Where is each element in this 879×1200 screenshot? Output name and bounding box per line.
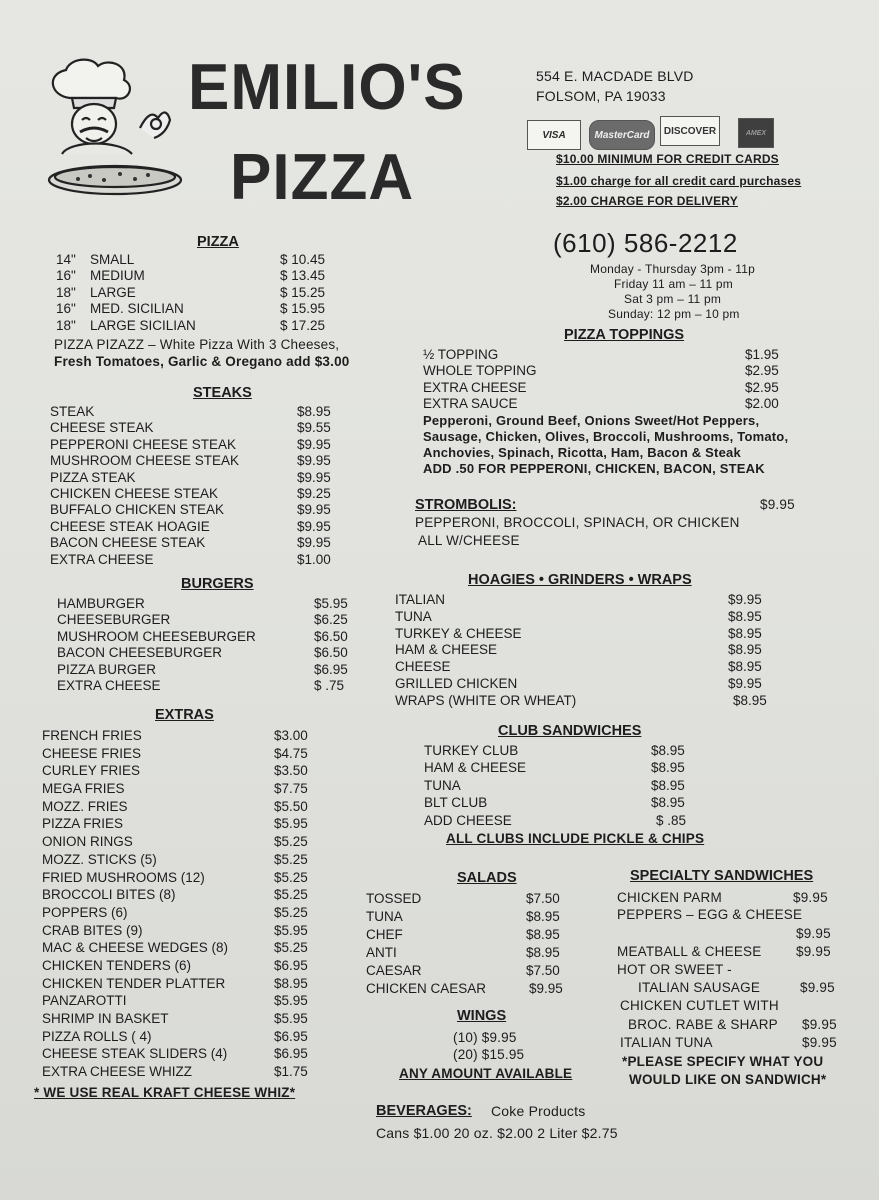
pizza-size: 16" xyxy=(56,268,76,284)
wings-section-title: WINGS xyxy=(457,1008,507,1024)
hoagie-name: ITALIAN xyxy=(395,592,446,607)
extra-name: MEGA FRIES xyxy=(42,781,125,797)
steak-name: CHICKEN CHEESE STEAK xyxy=(50,485,219,501)
clubs-list xyxy=(424,743,704,830)
extra-name: CHICKEN TENDER PLATTER xyxy=(42,975,226,991)
hours-line-4: Sunday: 12 pm – 10 pm xyxy=(608,307,740,321)
topping-name: EXTRA CHEESE xyxy=(423,379,527,395)
pizza-name: SMALL xyxy=(90,252,135,267)
pizza-price: $ 15.25 xyxy=(280,284,326,300)
specialty-chicken-parm-price: $9.95 xyxy=(793,890,828,905)
extra-item xyxy=(42,940,342,958)
extra-price: $3.50 xyxy=(274,763,308,779)
specialty-section-title: SPECIALTY SANDWICHES xyxy=(630,868,814,884)
extra-price: $6.95 xyxy=(274,957,308,973)
topping-price: $1.95 xyxy=(745,347,779,362)
salad-item xyxy=(366,963,576,981)
pizza-size: 18" xyxy=(56,284,76,300)
salad-price: $8.95 xyxy=(526,909,560,924)
pizza-item xyxy=(56,301,336,317)
club-name: TURKEY CLUB xyxy=(424,743,519,758)
topping-price: $2.95 xyxy=(745,379,779,395)
club-name: BLT CLUB xyxy=(424,795,488,811)
hours-line-1: Monday - Thursday 3pm - 11p xyxy=(590,262,756,276)
specialty-italian-tuna-price: $9.95 xyxy=(802,1035,837,1050)
extra-name: MOZZ. STICKS (5) xyxy=(42,851,157,867)
pizza-name: LARGE SICILIAN xyxy=(90,317,196,333)
hours-line-3: Sat 3 pm – 11 pm xyxy=(624,292,722,306)
specialty-italian-sausage: ITALIAN SAUSAGE xyxy=(638,980,761,995)
phone-number: (610) 586-2212 xyxy=(553,228,738,258)
specialty-meatball-price: $9.95 xyxy=(796,944,831,959)
burger-item xyxy=(57,645,367,661)
steak-name: CHEESE STEAK HOAGIE xyxy=(50,518,210,534)
steak-price: $1.00 xyxy=(297,551,331,567)
burger-name: MUSHROOM CHEESEBURGER xyxy=(57,628,256,644)
extra-price: $4.75 xyxy=(274,745,308,761)
burger-name: CHEESEBURGER xyxy=(57,612,171,628)
extra-item xyxy=(42,852,342,870)
extra-item xyxy=(42,1029,342,1047)
extra-price: $5.25 xyxy=(274,940,308,956)
beverages-prices: Cans $1.00 20 oz. $2.00 2 Liter $2.75 xyxy=(376,1125,618,1141)
beverages-subtitle: Coke Products xyxy=(491,1103,586,1119)
topping-price: $2.95 xyxy=(745,363,779,379)
burger-name: EXTRA CHEESE xyxy=(57,677,161,693)
salad-item xyxy=(366,927,576,945)
hoagies-section-title: HOAGIES • GRINDERS • WRAPS xyxy=(468,572,692,588)
credit-minimum-note: $10.00 MINIMUM FOR CREDIT CARDS xyxy=(556,152,779,166)
steak-price: $9.95 xyxy=(297,469,331,485)
extra-price: $5.25 xyxy=(274,869,308,885)
steak-item xyxy=(50,470,370,486)
extra-item xyxy=(42,746,342,764)
steaks-section-title: STEAKS xyxy=(193,385,252,401)
steak-price: $9.95 xyxy=(297,502,331,518)
extra-price: $1.75 xyxy=(274,1064,308,1080)
burger-price: $6.50 xyxy=(314,645,348,661)
toppings-list xyxy=(423,347,793,413)
extra-name: CHEESE STEAK SLIDERS (4) xyxy=(42,1046,228,1062)
hoagies-list xyxy=(395,592,775,710)
steak-name: EXTRA CHEESE xyxy=(50,551,154,567)
extra-price: $5.95 xyxy=(274,816,308,832)
extra-name: MAC & CHEESE WEDGES (8) xyxy=(42,940,229,956)
specialty-chicken-parm: CHICKEN PARM xyxy=(617,890,722,905)
steak-name: MUSHROOM CHEESE STEAK xyxy=(50,453,240,469)
burger-item xyxy=(57,678,367,694)
address-line2: FOLSOM, PA 19033 xyxy=(536,88,666,104)
hoagie-name: TURKEY & CHEESE xyxy=(395,625,522,641)
pizza-size: 18" xyxy=(56,317,76,333)
extra-name: PIZZA ROLLS ( 4) xyxy=(42,1028,152,1044)
salad-name: TUNA xyxy=(366,909,403,924)
steak-price: $9.55 xyxy=(297,420,331,436)
club-item xyxy=(424,813,704,830)
club-item xyxy=(424,795,704,812)
extra-name: MOZZ. FRIES xyxy=(42,798,128,814)
burger-price: $6.50 xyxy=(314,628,348,644)
steak-price: $9.95 xyxy=(297,453,331,469)
club-item xyxy=(424,743,704,760)
club-name: TUNA xyxy=(424,777,461,793)
steak-item xyxy=(50,486,370,502)
steak-name: STEAK xyxy=(50,404,95,419)
extra-name: FRENCH FRIES xyxy=(42,728,142,743)
topping-name: ½ TOPPING xyxy=(423,347,499,362)
pizza-name: MED. SICILIAN xyxy=(90,301,184,317)
club-price: $ .85 xyxy=(656,812,687,828)
club-item xyxy=(424,778,704,795)
extra-name: POPPERS (6) xyxy=(42,904,128,920)
pizza-item xyxy=(56,318,336,334)
salad-name: ANTI xyxy=(366,945,397,960)
specialty-broc-rabe-price: $9.95 xyxy=(802,1017,837,1032)
burger-item xyxy=(57,612,367,628)
extra-name: PANZAROTTI xyxy=(42,993,127,1009)
steak-price: $8.95 xyxy=(297,404,331,419)
specialty-peppers-egg: PEPPERS – EGG & CHEESE xyxy=(617,907,803,922)
extra-price: $5.50 xyxy=(274,798,308,814)
extra-price: $8.95 xyxy=(274,975,308,991)
extra-name: ONION RINGS xyxy=(42,834,133,850)
topping-name: EXTRA SAUCE xyxy=(423,396,518,412)
specialty-italian-tuna: ITALIAN TUNA xyxy=(620,1035,713,1050)
extra-name: CHEESE FRIES xyxy=(42,745,142,761)
pizza-size: 16" xyxy=(56,301,76,317)
steak-item xyxy=(50,453,370,469)
steak-price: $9.25 xyxy=(297,485,331,501)
credit-charge-note: $1.00 charge for all credit card purchases xyxy=(556,174,802,188)
specialty-peppers-egg-price: $9.95 xyxy=(796,926,831,941)
pizza-item xyxy=(56,268,336,284)
club-name: ADD CHEESE xyxy=(424,812,512,828)
topping-item xyxy=(423,363,793,379)
extra-price: $7.75 xyxy=(274,781,308,797)
extra-price: $6.95 xyxy=(274,1028,308,1044)
chef-logo-icon xyxy=(40,58,190,198)
pizza-pizazz-line1: PIZZA PIZAZZ – White Pizza With 3 Cheeses, xyxy=(54,337,340,352)
specialty-note-line1: *PLEASE SPECIFY WHAT YOU xyxy=(622,1054,824,1069)
hoagie-name: HAM & CHEESE xyxy=(395,642,498,658)
specialty-note-line2: WOULD LIKE ON SANDWICH* xyxy=(629,1072,827,1087)
specialty-chicken-cutlet: CHICKEN CUTLET WITH xyxy=(620,998,779,1013)
salad-item xyxy=(366,981,576,999)
steak-name: PEPPERONI CHEESE STEAK xyxy=(50,436,237,452)
specialty-meatball: MEATBALL & CHEESE xyxy=(617,944,762,959)
extra-price: $5.95 xyxy=(274,993,308,1009)
burger-name: PIZZA BURGER xyxy=(57,661,157,677)
cheese-whiz-note: * WE USE REAL KRAFT CHEESE WHIZ* xyxy=(34,1085,296,1100)
toppings-list-line1: Pepperoni, Ground Beef, Onions Sweet/Hot Peppers, xyxy=(423,413,760,428)
hoagie-item xyxy=(395,609,775,626)
hoagie-name: GRILLED CHICKEN xyxy=(395,675,518,691)
burger-item xyxy=(57,629,367,645)
salads-list xyxy=(366,891,576,999)
burgers-list xyxy=(57,596,367,694)
topping-item xyxy=(423,347,793,363)
beverages-section-title: BEVERAGES: xyxy=(376,1103,472,1119)
extra-item xyxy=(42,728,342,746)
toppings-section-title: PIZZA TOPPINGS xyxy=(564,327,685,343)
topping-name: WHOLE TOPPING xyxy=(423,363,537,379)
visa-card-icon: VISA xyxy=(527,120,581,150)
strombolis-line2: ALL W/CHEESE xyxy=(418,533,520,548)
specialty-broc-rabe: BROC. RABE & SHARP xyxy=(628,1017,778,1032)
pizza-price: $ 15.95 xyxy=(280,301,326,317)
steak-name: BACON CHEESE STEAK xyxy=(50,535,206,551)
burger-price: $6.95 xyxy=(314,661,348,677)
address-line1: 554 E. MACDADE BLVD xyxy=(536,68,694,84)
hoagie-item xyxy=(395,693,775,710)
extra-price: $5.25 xyxy=(274,851,308,867)
pizza-item xyxy=(56,252,336,268)
extra-item xyxy=(42,976,342,994)
extra-item xyxy=(42,1011,342,1029)
club-name: HAM & CHEESE xyxy=(424,760,527,776)
extra-price: $5.95 xyxy=(274,922,308,938)
extras-section-title: EXTRAS xyxy=(155,707,214,723)
burger-price: $5.95 xyxy=(314,596,348,611)
specialty-hot-or-sweet: HOT OR SWEET - xyxy=(617,962,732,977)
salad-name: CAESAR xyxy=(366,963,422,978)
clubs-section-title: CLUB SANDWICHES xyxy=(498,723,642,739)
pizza-name: LARGE xyxy=(90,284,136,300)
extra-price: $3.00 xyxy=(274,728,308,743)
steak-name: PIZZA STEAK xyxy=(50,469,136,485)
salad-name: CHICKEN CAESAR xyxy=(366,981,487,996)
burger-price: $6.25 xyxy=(314,612,348,628)
extra-item xyxy=(42,887,342,905)
extra-name: CHICKEN TENDERS (6) xyxy=(42,957,192,973)
restaurant-name-line2: PIZZA xyxy=(230,141,415,214)
salad-item xyxy=(366,891,576,909)
burger-name: BACON CHEESEBURGER xyxy=(57,645,223,661)
salad-price: $7.50 xyxy=(526,963,560,978)
extras-list xyxy=(42,728,342,1082)
toppings-list-line2: Sausage, Chicken, Olives, Broccoli, Mushrooms, Tomato, xyxy=(423,429,789,444)
salad-name: CHEF xyxy=(366,927,403,942)
hoagie-name: TUNA xyxy=(395,608,432,624)
toppings-list-line3: Anchovies, Spinach, Ricotta, Ham, Bacon & Steak xyxy=(423,445,741,460)
pizza-section-title: PIZZA xyxy=(197,234,239,250)
extra-name: FRIED MUSHROOMS (12) xyxy=(42,869,205,885)
extra-item xyxy=(42,870,342,888)
salad-price: $7.50 xyxy=(526,891,560,906)
steak-item xyxy=(50,552,370,568)
burgers-section-title: BURGERS xyxy=(181,576,254,592)
delivery-charge-note: $2.00 CHARGE FOR DELIVERY xyxy=(556,194,738,208)
pizza-name: MEDIUM xyxy=(90,268,145,284)
steak-item xyxy=(50,502,370,518)
hoagie-item xyxy=(395,676,775,693)
pizza-item xyxy=(56,285,336,301)
amex-card-icon: AMEX xyxy=(738,118,774,148)
hoagie-price: $8.95 xyxy=(733,692,767,708)
topping-item xyxy=(423,396,793,412)
hoagie-name: WRAPS (WHITE OR WHEAT) xyxy=(395,692,577,708)
steak-item xyxy=(50,404,370,420)
hoagie-item xyxy=(395,642,775,659)
steaks-list xyxy=(50,404,370,568)
hoagie-price: $8.95 xyxy=(728,625,762,641)
clubs-note: ALL CLUBS INCLUDE PICKLE & CHIPS xyxy=(446,831,705,846)
salad-item xyxy=(366,909,576,927)
extra-name: CRAB BITES (9) xyxy=(42,922,143,938)
strombolis-price: $9.95 xyxy=(760,497,795,512)
extra-item xyxy=(42,993,342,1011)
hoagie-price: $9.95 xyxy=(728,675,762,691)
mastercard-card-icon: MasterCard xyxy=(589,120,655,150)
club-item xyxy=(424,760,704,777)
pizza-price: $ 17.25 xyxy=(280,317,326,333)
extra-name: EXTRA CHEESE WHIZZ xyxy=(42,1064,193,1080)
burger-price: $ .75 xyxy=(314,677,345,693)
hours-line-2: Friday 11 am – 11 pm xyxy=(614,277,733,291)
extra-item xyxy=(42,905,342,923)
burger-name: HAMBURGER xyxy=(57,596,145,611)
wings-line2: (20) $15.95 xyxy=(453,1047,525,1062)
hoagie-price: $9.95 xyxy=(728,592,762,607)
strombolis-line1: PEPPERONI, BROCCOLI, SPINACH, OR CHICKEN xyxy=(415,515,740,530)
pizza-price: $ 13.45 xyxy=(280,268,326,284)
salads-section-title: SALADS xyxy=(457,870,517,886)
hoagie-item xyxy=(395,626,775,643)
steak-item xyxy=(50,420,370,436)
extra-name: PIZZA FRIES xyxy=(42,816,124,832)
discover-card-icon: DISCOVER xyxy=(660,116,720,146)
hoagie-item xyxy=(395,659,775,676)
burger-item xyxy=(57,662,367,678)
extra-item xyxy=(42,834,342,852)
extra-item xyxy=(42,781,342,799)
toppings-add-note: ADD .50 FOR PEPPERONI, CHICKEN, BACON, STEAK xyxy=(423,461,765,476)
hoagie-price: $8.95 xyxy=(728,608,762,624)
steak-price: $9.95 xyxy=(297,518,331,534)
topping-price: $2.00 xyxy=(745,396,779,412)
steak-item xyxy=(50,437,370,453)
extra-name: CURLEY FRIES xyxy=(42,763,141,779)
extra-item xyxy=(42,816,342,834)
extra-price: $5.25 xyxy=(274,904,308,920)
extra-item xyxy=(42,1064,342,1082)
steak-name: BUFFALO CHICKEN STEAK xyxy=(50,502,225,518)
extra-name: SHRIMP IN BASKET xyxy=(42,1011,169,1026)
salad-name: TOSSED xyxy=(366,891,422,906)
extra-price: $5.25 xyxy=(274,834,308,850)
pizza-pizazz-line2: Fresh Tomatoes, Garlic & Oregano add $3.00 xyxy=(54,354,350,369)
hoagie-item xyxy=(395,592,775,609)
steak-price: $9.95 xyxy=(297,535,331,551)
pizza-list xyxy=(56,252,336,334)
strombolis-section-title: STROMBOLIS: xyxy=(415,497,517,513)
extra-item xyxy=(42,958,342,976)
topping-item xyxy=(423,380,793,396)
restaurant-name-line1: EMILIO'S xyxy=(188,51,466,124)
club-price: $8.95 xyxy=(651,777,685,793)
pizza-size: 14" xyxy=(56,252,76,267)
extra-item xyxy=(42,1046,342,1064)
salad-price: $9.95 xyxy=(529,981,563,996)
steak-name: CHEESE STEAK xyxy=(50,420,154,436)
salad-price: $8.95 xyxy=(526,927,560,942)
club-price: $8.95 xyxy=(651,743,685,758)
extra-item xyxy=(42,799,342,817)
steak-price: $9.95 xyxy=(297,436,331,452)
club-price: $8.95 xyxy=(651,760,685,776)
hoagie-name: CHEESE xyxy=(395,659,451,675)
extra-item xyxy=(42,923,342,941)
salad-item xyxy=(366,945,576,963)
specialty-italian-sausage-price: $9.95 xyxy=(800,980,835,995)
extra-item xyxy=(42,763,342,781)
extra-name: BROCCOLI BITES (8) xyxy=(42,887,176,903)
extra-price: $6.95 xyxy=(274,1046,308,1062)
hoagie-price: $8.95 xyxy=(728,659,762,675)
wings-note: ANY AMOUNT AVAILABLE xyxy=(399,1066,573,1081)
burger-item xyxy=(57,596,367,612)
extra-price: $5.95 xyxy=(274,1011,308,1026)
extra-price: $5.25 xyxy=(274,887,308,903)
steak-item xyxy=(50,535,370,551)
steak-item xyxy=(50,519,370,535)
club-price: $8.95 xyxy=(651,795,685,811)
salad-price: $8.95 xyxy=(526,945,560,960)
hoagie-price: $8.95 xyxy=(728,642,762,658)
pizza-price: $ 10.45 xyxy=(280,252,326,267)
wings-line1: (10) $9.95 xyxy=(453,1030,517,1045)
